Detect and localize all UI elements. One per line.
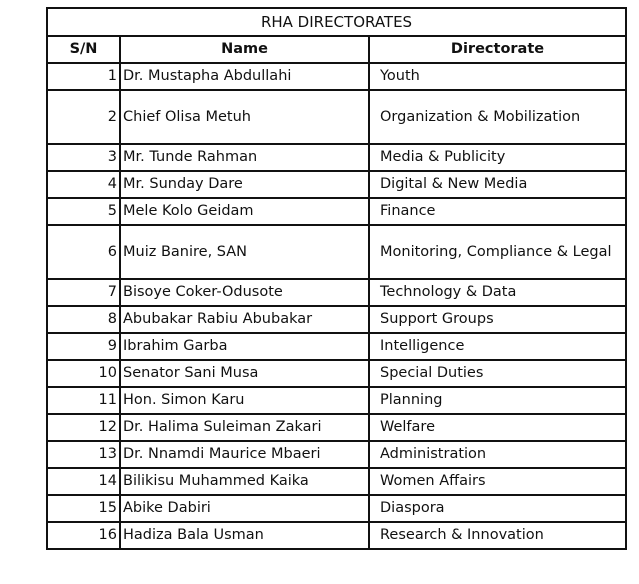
cell-directorate: Administration — [369, 441, 626, 468]
cell-name: Hadiza Bala Usman — [120, 522, 369, 549]
table-body — [47, 63, 626, 549]
table-row — [47, 144, 626, 171]
cell-sn: 16 — [47, 522, 120, 549]
cell-directorate: Women Affairs — [369, 468, 626, 495]
cell-name: Muiz Banire, SAN — [120, 225, 369, 279]
cell-sn: 6 — [47, 225, 120, 279]
table-row — [47, 279, 626, 306]
cell-sn: 15 — [47, 495, 120, 522]
table-row — [47, 171, 626, 198]
cell-name: Dr. Halima Suleiman Zakari — [120, 414, 369, 441]
cell-name: Bisoye Coker-Odusote — [120, 279, 369, 306]
cell-directorate — [369, 225, 626, 279]
table-row — [47, 306, 626, 333]
cell-sn: 5 — [47, 198, 120, 225]
cell-name: Dr. Nnamdi Maurice Mbaeri — [120, 441, 369, 468]
table-row — [47, 360, 626, 387]
table-row — [47, 468, 626, 495]
cell-name: Abike Dabiri — [120, 495, 369, 522]
cell-sn: 4 — [47, 171, 120, 198]
directorates-table — [46, 7, 627, 550]
cell-directorate: Special Duties — [369, 360, 626, 387]
table-row — [47, 441, 626, 468]
cell-sn: 3 — [47, 144, 120, 171]
table-row — [47, 225, 626, 279]
cell-sn: 14 — [47, 468, 120, 495]
cell-sn: 1 — [47, 63, 120, 90]
cell-sn: 7 — [47, 279, 120, 306]
table-row — [47, 414, 626, 441]
cell-directorate: Intelligence — [369, 333, 626, 360]
cell-name: Abubakar Rabiu Abubakar — [120, 306, 369, 333]
cell-sn: 9 — [47, 333, 120, 360]
table-row — [47, 333, 626, 360]
cell-sn: 10 — [47, 360, 120, 387]
table-row — [47, 63, 626, 90]
header-name: Name — [120, 36, 369, 63]
cell-directorate: Youth — [369, 63, 626, 90]
cell-directorate: Digital & New Media — [369, 171, 626, 198]
cell-name: Mele Kolo Geidam — [120, 198, 369, 225]
cell-sn: 8 — [47, 306, 120, 333]
cell-directorate: Research & Innovation — [369, 522, 626, 549]
table-title: RHA DIRECTORATES — [47, 8, 626, 36]
cell-name: Dr. Mustapha Abdullahi — [120, 63, 369, 90]
table-row — [47, 495, 626, 522]
cell-directorate: Diaspora — [369, 495, 626, 522]
cell-name: Hon. Simon Karu — [120, 387, 369, 414]
cell-directorate: Welfare — [369, 414, 626, 441]
cell-directorate: Planning — [369, 387, 626, 414]
header-row — [47, 36, 626, 63]
cell-directorate: Support Groups — [369, 306, 626, 333]
cell-name: Mr. Tunde Rahman — [120, 144, 369, 171]
cell-directorate: Technology & Data — [369, 279, 626, 306]
table-row — [47, 90, 626, 144]
title-row — [47, 8, 626, 36]
cell-name: Ibrahim Garba — [120, 333, 369, 360]
cell-directorate: Organization & Mobilization — [369, 90, 626, 144]
header-sn: S/N — [47, 36, 120, 63]
cell-directorate: Media & Publicity — [369, 144, 626, 171]
cell-sn: 12 — [47, 414, 120, 441]
cell-sn: 13 — [47, 441, 120, 468]
cell-name: Senator Sani Musa — [120, 360, 369, 387]
cell-sn: 11 — [47, 387, 120, 414]
table-row — [47, 387, 626, 414]
cell-name: Mr. Sunday Dare — [120, 171, 369, 198]
header-directorate: Directorate — [369, 36, 626, 63]
table-row — [47, 198, 626, 225]
cell-sn: 2 — [47, 90, 120, 144]
cell-name: Bilikisu Muhammed Kaika — [120, 468, 369, 495]
directorate-text: Monitoring, Compliance & Legal — [380, 243, 612, 260]
table-row — [47, 522, 626, 549]
cell-name: Chief Olisa Metuh — [120, 90, 369, 144]
cell-directorate: Finance — [369, 198, 626, 225]
